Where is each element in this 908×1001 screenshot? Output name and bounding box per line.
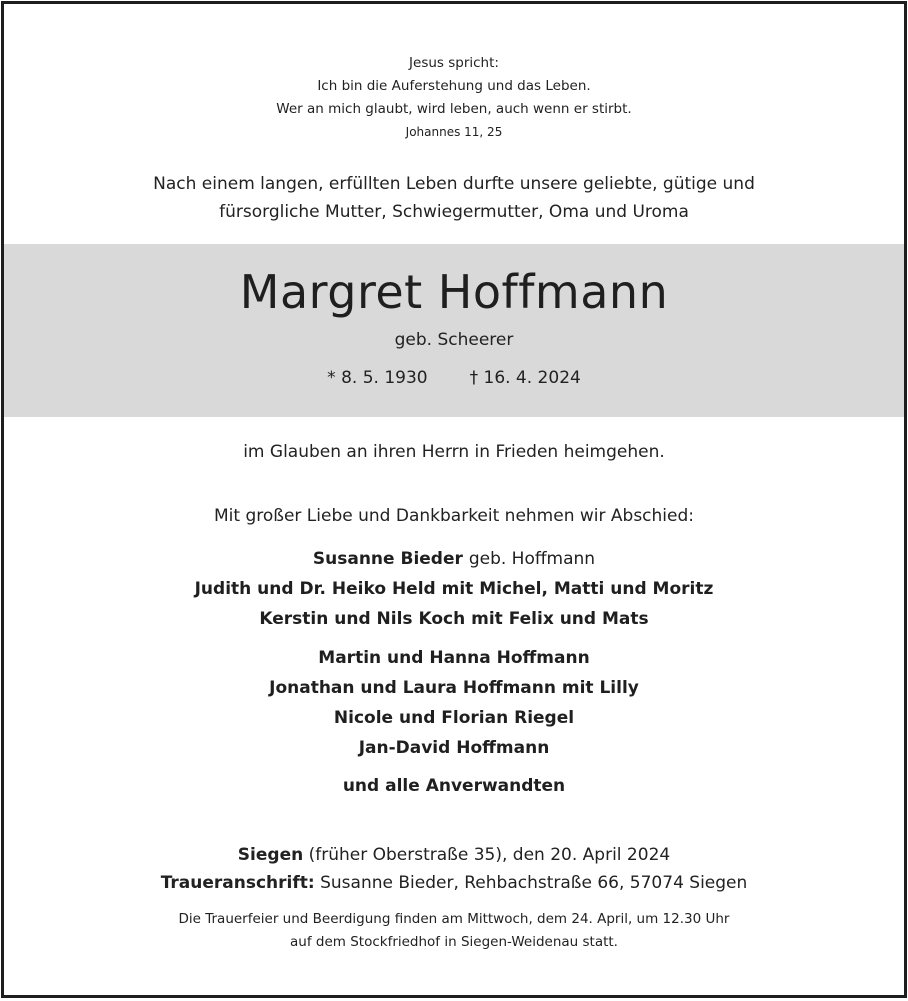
death-date: † 16. 4. 2024 (469, 368, 581, 388)
place-name: Siegen (237, 845, 304, 865)
obituary-notice (1, 1, 907, 998)
place-date-rest: (früher Oberstraße 35), den 20. April 2024 (303, 845, 671, 865)
farewell-text: Mit großer Liebe und Dankbarkeit nehmen wir Abschied: (213, 506, 695, 526)
funeral-line-1: Die Trauerfeier und Beerdigung finden am Mittwoch, dem 24. April, um 12.30 Uhr (178, 911, 730, 927)
life-dates (4, 368, 904, 388)
intro-line-1: Nach einem langen, erfüllten Leben durfte unsere geliebte, gütige und (153, 174, 755, 194)
mourner-line: Nicole und Florian Riegel (333, 708, 575, 728)
scripture-line-3: Wer an mich glaubt, wird leben, auch wenn er stirbt. (276, 101, 632, 117)
mourners-closing: und alle Anverwandten (342, 776, 566, 796)
place-date (4, 841, 904, 869)
mourner-first-name: Susanne Bieder (312, 549, 463, 569)
deceased-name: Margret Hoffmann (239, 265, 669, 319)
mourner-first-suffix: geb. Hoffmann (468, 549, 596, 569)
mourner-line: Kerstin und Nils Koch mit Felix und Mats (259, 609, 649, 629)
intro-line-2: fürsorgliche Mutter, Schwiegermutter, Oma und Uroma (219, 202, 689, 222)
mourner-line: Jan-David Hoffmann (358, 738, 550, 758)
mourner-line: Jonathan und Laura Hoffmann mit Lilly (269, 678, 639, 698)
address-label: Traueranschrift: (160, 873, 315, 893)
birth-date: * 8. 5. 1930 (327, 368, 428, 388)
scripture-line-1: Jesus spricht: (409, 55, 499, 71)
scripture-reference: Johannes 11, 25 (405, 125, 503, 139)
mourner-line: Martin und Hanna Hoffmann (318, 648, 590, 668)
maiden-name: geb. Scheerer (394, 330, 514, 350)
funeral-line-2: auf dem Stockfriedhof in Siegen-Weidenau statt. (290, 934, 618, 950)
passing-text: im Glauben an ihren Herrn in Frieden heimgehen. (243, 442, 665, 462)
mourner-first (4, 544, 904, 574)
mourner-line: Judith und Dr. Heiko Held mit Michel, Matti und Moritz (194, 579, 714, 599)
address-value: Susanne Bieder, Rehbachstraße 66, 57074 Siegen (314, 873, 748, 893)
scripture-line-2: Ich bin die Auferstehung und das Leben. (317, 78, 591, 94)
mourning-address (4, 869, 904, 897)
